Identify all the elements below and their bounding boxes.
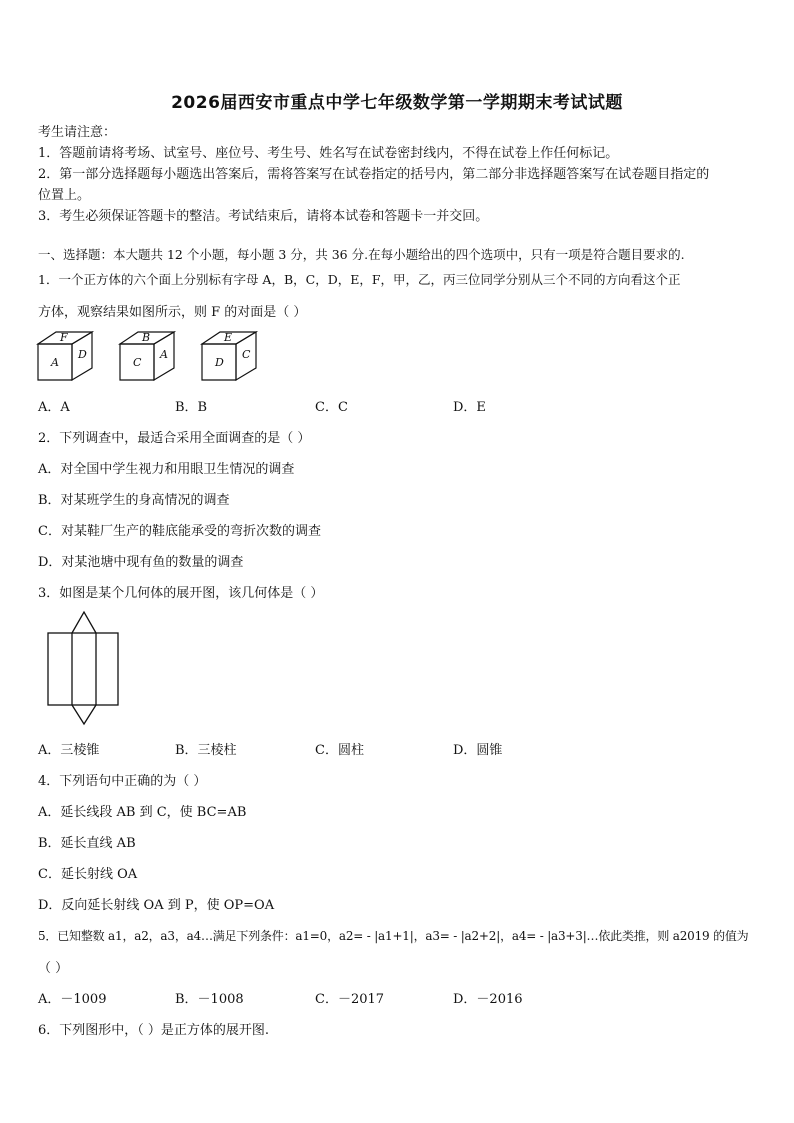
q1-stem-line2: 方体，观察结果如图所示，则 F 的对面是（ ） [38,305,307,320]
q5-stem-line1: 5．已知整数 a1，a2，a3，a4…满足下列条件：a1=0，a2= - |a1+1|，a3= - |a2+2|，a4= - |a3+3|…依此类推，则 a2019 的值为 [38,929,749,943]
notice-heading: 考生请注意： [38,125,117,140]
q5-option-b: B．－1008 [175,992,244,1007]
q4-option-a: A．延长线段 AB 到 C，使 BC=AB [38,805,247,820]
q3-stem: 3．如图是某个几何体的展开图，该几何体是（ ） [38,586,324,601]
q5-option-c: C．－2017 [315,992,385,1007]
q5-option-a: A．－1009 [38,992,107,1007]
q3-option-b: B．三棱柱 [175,743,237,758]
q4-stem: 4．下列语句中正确的为（ ） [38,774,207,789]
q2-option-a: A．对全国中学生视力和用眼卫生情况的调查 [38,462,295,477]
q2-stem: 2．下列调查中，最适合采用全面调查的是（ ） [38,431,311,446]
notice-item-3: 3．考生必须保证答题卡的整洁。考试结束后，请将本试卷和答题卡一并交回。 [38,209,489,224]
notice-item-2: 2．第一部分选择题每小题选出答案后，需将答案写在试卷指定的括号内，第二部分非选择题答案写在试卷题目指定的 [38,167,710,182]
q3-option-c: C．圆柱 [315,743,364,758]
q1-option-d: D．E [453,400,486,415]
q1-cubes-figure [36,330,266,386]
cube-3-front-label: D [215,356,224,369]
cube-2-front-label: C [133,356,142,369]
q3-option-a: A．三棱锥 [38,743,100,758]
notice-item-2-cont: 位置上。 [38,188,91,203]
cube-3-side-label: C [242,348,251,361]
q5-option-d: D．－2016 [453,992,523,1007]
cube-2-top-label: B [142,331,151,344]
q3-net-figure [46,610,122,726]
q1-option-a: A．A [38,400,70,415]
q4-option-b: B．延长直线 AB [38,836,136,851]
q1-stem-line1: 1．一个正方体的六个面上分别标有字母 A，B，C，D，E，F，甲，乙，丙三位同学分别从三个不同的方向看这个正 [38,272,681,287]
q6-stem: 6．下列图形中，（ ）是正方体的展开图. [38,1023,270,1038]
q4-option-c: C．延长射线 OA [38,867,138,882]
cube-1-front-label: A [51,356,59,369]
q4-option-d: D．反向延长射线 OA 到 P，使 OP=OA [38,898,275,913]
q1-option-c: C．C [315,400,348,415]
q3-option-d: D．圆锥 [453,743,503,758]
exam-title: 2026届西安市重点中学七年级数学第一学期期末考试试题 [171,93,623,113]
q2-option-c: C．对某鞋厂生产的鞋底能承受的弯折次数的调查 [38,524,321,539]
section-heading: 一、选择题：本大题共 12 个小题，每小题 3 分，共 36 分.在每小题给出的四个选项中，只有一项是符合题目要求的. [38,247,685,262]
q2-option-b: B．对某班学生的身高情况的调查 [38,493,230,508]
cube-1-side-label: D [78,348,87,361]
cube-2-side-label: A [160,348,168,361]
cube-1-top-label: F [60,331,68,344]
q1-option-b: B．B [175,400,208,415]
q2-option-d: D．对某池塘中现有鱼的数量的调查 [38,555,244,570]
cube-3-top-label: E [224,331,233,344]
q5-stem-line2: （ ） [38,961,69,976]
notice-item-1: 1．答题前请将考场、试室号、座位号、考生号、姓名写在试卷密封线内，不得在试卷上作任何标记。 [38,146,619,161]
